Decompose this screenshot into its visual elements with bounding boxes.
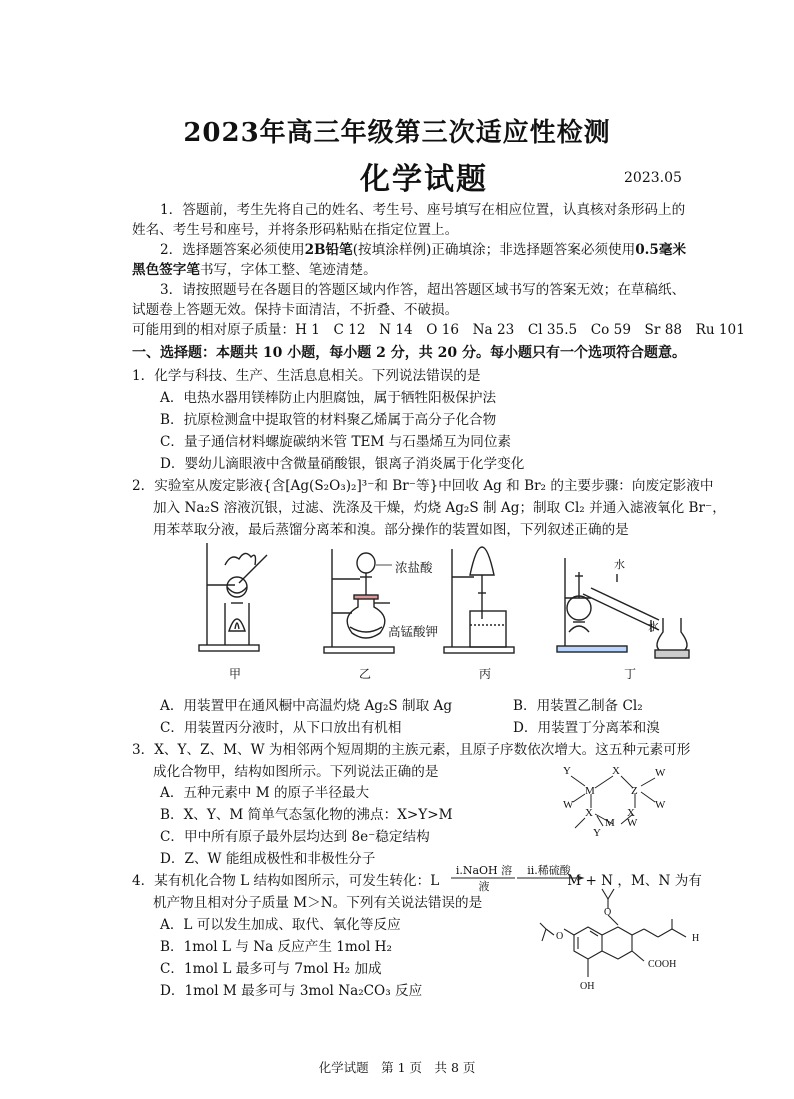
q2-stem-2: 加入 Na₂S 溶液沉银，过滤、洗涤及干燥，灼烧 Ag₂S 制 Ag；制取 Cl₂ 并通入滤液氧化 Br⁻，: [153, 500, 726, 516]
instruction-1a: 1．答题前，考生先将自己的姓名、考生号、座号填写在相应位置，认真核对条形码上的: [160, 202, 686, 218]
label-yi: 乙: [358, 667, 371, 681]
q4-option-a: A．L 可以发生加成、取代、氧化等反应: [160, 917, 401, 933]
q2-option-a: A．用装置甲在通风橱中高温灼烧 Ag₂S 制取 Ag: [160, 698, 453, 714]
q4-reaction-arrow: [451, 876, 585, 882]
atom-w-right-bottom: W: [655, 799, 666, 811]
atom-m-bottom: M: [605, 817, 615, 829]
q4-step-acid: ii.稀硫酸: [527, 864, 571, 877]
atom-x-left: X: [585, 807, 593, 819]
q3-option-d: D．Z、W 能组成极性和非极性分子: [160, 851, 376, 867]
label-jia: 甲: [228, 667, 241, 681]
q4-step-naoh: i.NaOH 溶液: [455, 864, 513, 893]
instruction-3a: 3．请按照题号在各题目的答题区域内作答，超出答题区域书写的答案无效；在草稿纸、: [160, 282, 686, 298]
q4-stem-2: 机产物且相对分子质量 M＞N。下列有关说法错误的是: [153, 895, 483, 911]
q4-stem-1: 4．某有机化合物 L 结构如图所示，可发生转化：L M + N ，M、N 为有: [132, 873, 702, 889]
q3-stem-1: 3．X、Y、Z、M、W 为相邻两个短周期的主族元素，且原子序数依次增大。这五种元素可形: [132, 742, 691, 758]
q2-option-b: B．用装置乙制备 Cl₂: [513, 698, 643, 714]
instruction-2a: 2．选择题答案必须使用2B铅笔(按填涂样例)正确填涂；非选择题答案必须使用0.5毫米: [160, 242, 687, 258]
compound-jia-structure: [555, 760, 685, 840]
label-ding: 丁: [623, 667, 636, 681]
apparatus-jia: [195, 535, 275, 660]
atom-w-left: W: [563, 799, 574, 811]
atomic-masses: 可能用到的相对原子质量：H 1 C 12 N 14 O 16 Na 23 Cl 35.5 Co 59 Sr 88 Ru 101: [132, 322, 745, 338]
q3-option-b: B．X、Y、M 简单气态氢化物的沸点：X>Y>M: [160, 807, 453, 823]
atom-x-right: X: [627, 807, 635, 819]
group-oh: OH: [580, 981, 595, 992]
apparatus-bing: [440, 545, 520, 660]
group-cooh: COOH: [648, 959, 677, 970]
instruction-1b: 姓名、考生号和座号，并将条形码粘贴在指定位置上。: [132, 222, 459, 238]
compound-l-structure: [540, 885, 720, 1000]
label-water-in: 水: [648, 620, 659, 633]
q2-stem-1: 2．实验室从废定影液{含[Ag(S₂O₃)₂]³⁻和 Br⁻等}中回收 Ag 和 Br₂ 的主要步骤：向废定影液中: [132, 478, 714, 494]
exam-title: 2023年高三年级第三次适应性检测: [183, 118, 611, 148]
label-conc-hcl: 浓盐酸: [395, 560, 433, 575]
q2-option-d: D．用装置丁分离苯和溴: [513, 720, 660, 736]
svg-text:O: O: [556, 931, 564, 942]
group-h: H: [692, 933, 700, 944]
instruction-3b: 试题卷上答题无效。保持卡面清洁，不折叠、不破损。: [132, 302, 459, 318]
q3-option-a: A．五种元素中 M 的原子半径最大: [160, 785, 370, 801]
q4-option-d: D．1mol M 最多可与 3mol Na₂CO₃ 反应: [160, 983, 423, 999]
exam-date: 2023.05: [624, 170, 682, 186]
section-heading: 一、选择题：本题共 10 小题，每小题 2 分，共 20 分。每小题只有一个选项符合题意。: [132, 345, 686, 361]
q1-stem: 1．化学与科技、生产、生活息息相关。下列说法错误的是: [132, 368, 481, 384]
instruction-2b: 黑色签字笔书写，字体工整、笔迹清楚。: [132, 262, 377, 278]
q2-option-c: C．用装置丙分液时，从下口放出有机相: [160, 720, 402, 736]
q1-option-a: A．电热水器用镁棒防止内胆腐蚀，属于牺牲阳极保护法: [160, 390, 497, 406]
q2-stem-3: 用苯萃取分液，最后蒸馏分离苯和溴。部分操作的装置如图，下列叙述正确的是: [153, 522, 629, 538]
q3-option-c: C．甲中所有原子最外层均达到 8e⁻稳定结构: [160, 829, 430, 845]
label-kmno4: 高锰酸钾: [388, 624, 439, 639]
svg-text:O: O: [604, 907, 612, 918]
q1-option-d: D．婴幼儿滴眼液中含微量硝酸银，银离子消炎属于化学变化: [160, 456, 525, 472]
atom-w-right-top: W: [655, 767, 666, 779]
q3-stem-2: 成化合物甲，结构如图所示。下列说法正确的是: [153, 764, 439, 780]
apparatus-ding: [555, 548, 695, 660]
q4-option-b: B．1mol L 与 Na 反应产生 1mol H₂: [160, 939, 392, 955]
atom-x-top: X: [612, 765, 620, 777]
atom-y-bottom: Y: [593, 827, 601, 839]
atom-y-top: Y: [563, 765, 571, 777]
atom-m-top: M: [585, 785, 595, 797]
q4-option-c: C．1mol L 最多可与 7mol H₂ 加成: [160, 961, 382, 977]
label-water-out: 水: [614, 558, 625, 571]
label-bing: 丙: [478, 667, 491, 681]
q1-option-c: C．量子通信材料螺旋碳纳米管 TEM 与石墨烯互为同位素: [160, 434, 512, 450]
subject-title: 化学试题: [360, 162, 488, 197]
atom-z: Z: [631, 785, 638, 797]
q1-option-b: B．抗原检测盒中提取管的材料聚乙烯属于高分子化合物: [160, 412, 497, 428]
atom-w-bottom: W: [627, 817, 638, 829]
page-footer: 化学试题 第 1 页 共 8 页: [318, 1060, 476, 1075]
